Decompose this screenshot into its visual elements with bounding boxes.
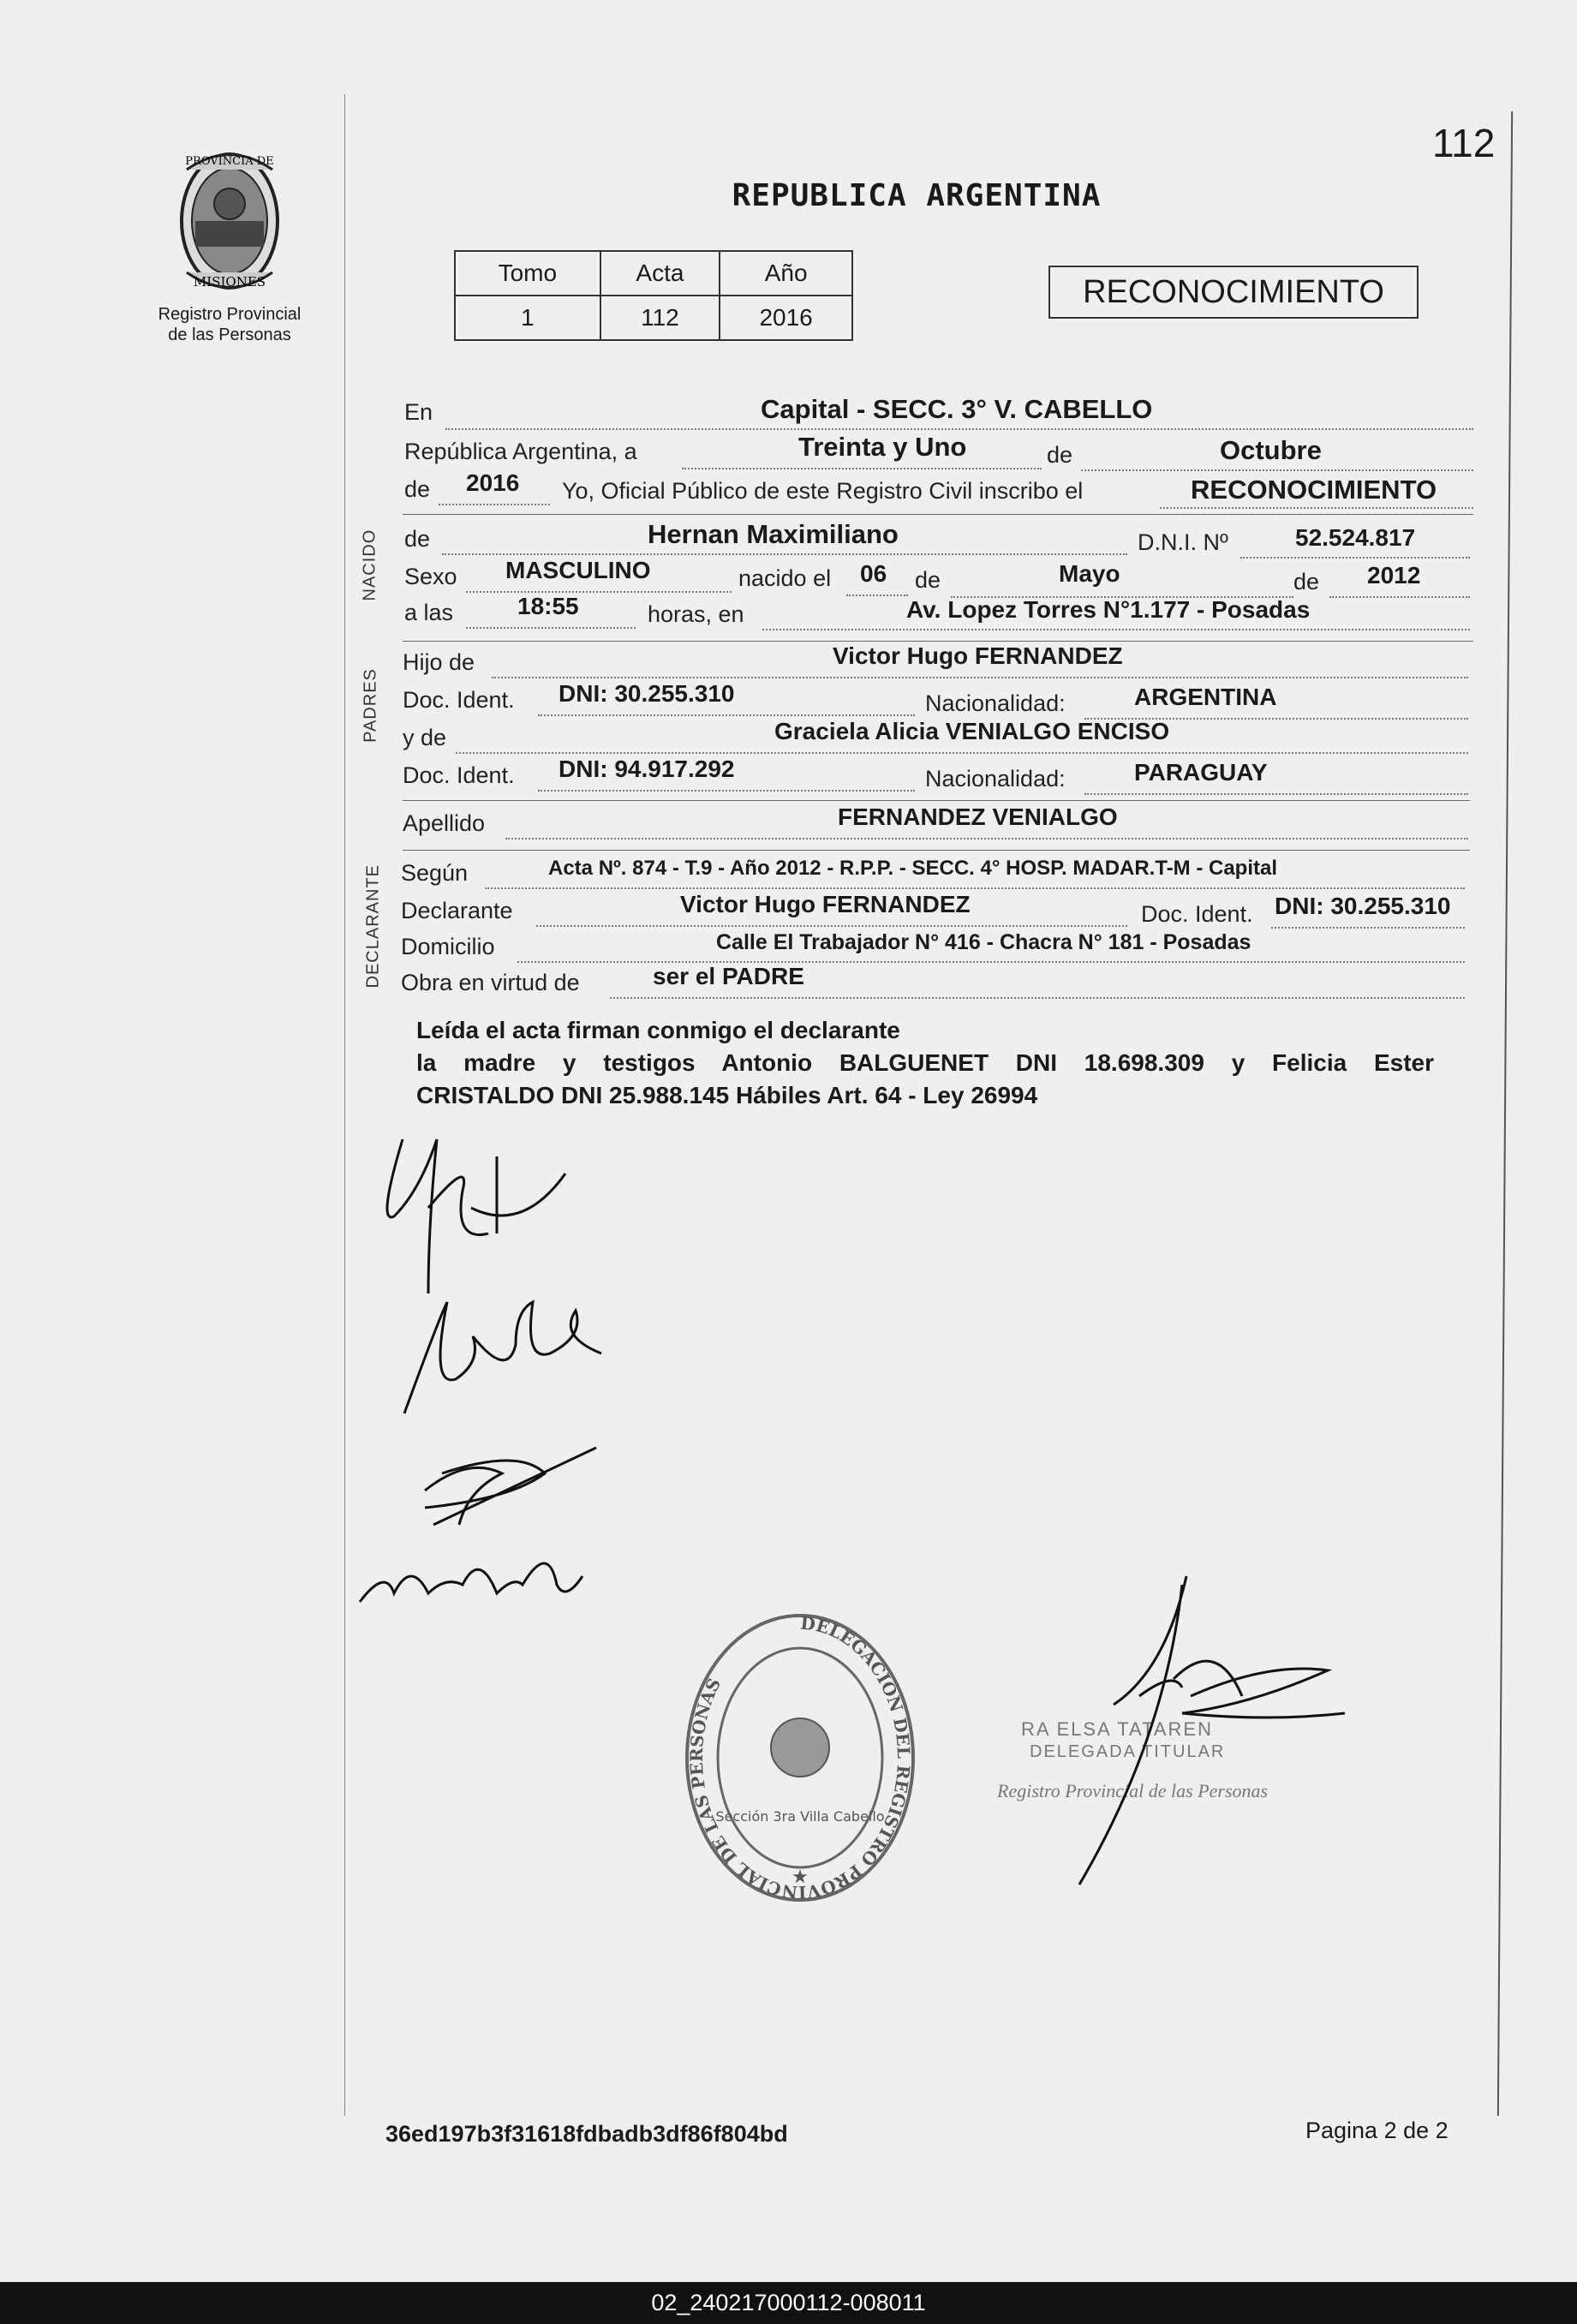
dots-inscribe bbox=[1160, 507, 1473, 509]
dots-en bbox=[445, 428, 1473, 430]
dots-padre bbox=[492, 677, 1468, 678]
label-segun: Según bbox=[401, 860, 469, 886]
section-divider-4 bbox=[403, 850, 1470, 851]
value-segun: Acta Nº. 874 - T.9 - Año 2012 - R.P.P. - SECC. 4° HOSP. MADAR.T-M - Capital bbox=[548, 857, 1278, 880]
dots-dia bbox=[682, 468, 1042, 469]
label-dni: D.N.I. Nº bbox=[1138, 529, 1228, 555]
label-domicilio: Domicilio bbox=[401, 934, 495, 959]
value-lugar: Capital - SECC. 3° V. CABELLO bbox=[761, 394, 1153, 424]
register-header-acta: Acta bbox=[600, 251, 720, 296]
svg-text:Sección 3ra Villa Cabello: Sección 3ra Villa Cabello bbox=[715, 1808, 885, 1825]
dots-obra bbox=[610, 997, 1465, 999]
value-declarante-doc: DNI: 30.255.310 bbox=[1275, 893, 1451, 919]
dots-madre-doc bbox=[538, 790, 915, 792]
signature-declarante bbox=[368, 1088, 574, 1311]
label-obra: Obra en virtud de bbox=[401, 970, 580, 995]
signature-official bbox=[1045, 1568, 1353, 1893]
dots-hora bbox=[466, 627, 636, 629]
right-border bbox=[1497, 111, 1513, 2116]
label-yo-oficial: Yo, Oficial Público de este Registro Civil inscribo el bbox=[562, 478, 1084, 504]
dots-apellido bbox=[505, 838, 1468, 839]
dots-madre bbox=[456, 752, 1468, 754]
official-title: DELEGADA TITULAR bbox=[1030, 1742, 1226, 1761]
side-label-declarante: DECLARANTE bbox=[363, 864, 383, 989]
logo-caption-line2: de las Personas bbox=[168, 326, 291, 344]
section-divider-1 bbox=[403, 514, 1473, 515]
register-header-tomo: Tomo bbox=[455, 251, 600, 296]
dots-mes bbox=[1081, 469, 1473, 471]
label-en: En bbox=[404, 399, 433, 425]
value-nac-anio: 2012 bbox=[1367, 562, 1421, 588]
closing-line-1: Leída el acta firman conmigo el declarante bbox=[416, 1017, 900, 1043]
signature-madre bbox=[387, 1285, 618, 1422]
label-doc-padre: Doc. Ident. bbox=[403, 687, 515, 713]
label-de-nac-mes: de bbox=[915, 567, 941, 593]
official-registry: Registro Provincial de las Personas bbox=[997, 1780, 1269, 1801]
official-name: RA ELSA TATAREN bbox=[1021, 1718, 1213, 1740]
label-nacido-el: nacido el bbox=[738, 565, 832, 591]
value-dia: Treinta y Uno bbox=[798, 432, 967, 462]
dots-nac-dia bbox=[846, 594, 908, 596]
value-obra: ser el PADRE bbox=[653, 963, 804, 989]
side-label-padres: PADRES bbox=[361, 668, 380, 743]
section-divider-2 bbox=[403, 641, 1473, 642]
value-inscribe: RECONOCIMIENTO bbox=[1191, 475, 1437, 505]
registry-seal bbox=[682, 1610, 918, 1905]
value-nac-mes: Mayo bbox=[1059, 560, 1120, 587]
label-republica-a: República Argentina, a bbox=[404, 439, 637, 464]
value-madre-nac: PARAGUAY bbox=[1134, 759, 1268, 786]
value-declarante: Victor Hugo FERNANDEZ bbox=[680, 891, 971, 917]
label-doc-madre: Doc. Ident. bbox=[403, 762, 515, 788]
register-value-acta: 112 bbox=[600, 296, 720, 340]
act-type-box: RECONOCIMIENTO bbox=[1048, 266, 1419, 319]
dots-nac-anio bbox=[1329, 596, 1470, 598]
value-padre-doc: DNI: 30.255.310 bbox=[559, 680, 735, 707]
value-domicilio: Calle El Trabajador N° 416 - Chacra N° 181 - Posadas bbox=[716, 930, 1251, 954]
page-number: 112 bbox=[1432, 121, 1496, 165]
signature-testigo-2 bbox=[351, 1525, 591, 1619]
closing-line-3: CRISTALDO DNI 25.988.145 Hábiles Art. 64 - Ley 26994 bbox=[416, 1082, 1038, 1108]
register-header-anio: Año bbox=[720, 251, 852, 296]
dots-segun bbox=[485, 887, 1465, 889]
value-sexo: MASCULINO bbox=[505, 557, 651, 583]
dots-declarante bbox=[536, 925, 1127, 927]
value-madre-doc: DNI: 94.917.292 bbox=[559, 756, 735, 782]
value-anio: 2016 bbox=[466, 469, 520, 496]
label-nacionalidad-padre: Nacionalidad: bbox=[925, 690, 1066, 716]
dots-padre-doc bbox=[538, 714, 915, 716]
svg-text:DELEGACION DEL REGISTRO PROVIN: DELEGACION DEL REGISTRO PROVINCIAL DE LAS PERSONAS bbox=[685, 1612, 915, 1903]
value-padre-nac: ARGENTINA bbox=[1134, 684, 1277, 710]
label-y-de: y de bbox=[403, 725, 447, 750]
logo-caption-line1: Registro Provincial bbox=[158, 305, 302, 324]
value-madre: Graciela Alicia VENIALGO ENCISO bbox=[774, 718, 1170, 744]
value-apellido: FERNANDEZ VENIALGO bbox=[838, 804, 1118, 830]
label-doc-declarante: Doc. Ident. bbox=[1141, 901, 1253, 927]
scan-id-bar bbox=[0, 2282, 1577, 2324]
label-hijo-de: Hijo de bbox=[403, 649, 475, 675]
value-hora: 18:55 bbox=[517, 593, 579, 619]
dots-dni bbox=[1240, 557, 1470, 559]
dots-sexo bbox=[466, 591, 732, 593]
dots-madre-nac bbox=[1084, 793, 1468, 795]
register-value-anio: 2016 bbox=[720, 296, 852, 340]
section-divider-3 bbox=[403, 800, 1470, 801]
scan-id: 02_240217000112-008011 bbox=[651, 2290, 926, 2315]
country-title: REPUBLICA ARGENTINA bbox=[732, 178, 1102, 213]
label-a-las: a las bbox=[404, 600, 454, 625]
label-declarante: Declarante bbox=[401, 898, 513, 923]
svg-text:★: ★ bbox=[791, 1866, 809, 1887]
dots-anio bbox=[439, 504, 550, 505]
value-mes: Octubre bbox=[1220, 435, 1322, 465]
svg-text:MISIONES: MISIONES bbox=[193, 274, 266, 290]
left-margin-line bbox=[344, 94, 345, 2116]
label-nacionalidad-madre: Nacionalidad: bbox=[925, 766, 1066, 792]
svg-text:PROVINCIA DE: PROVINCIA DE bbox=[185, 155, 274, 168]
label-apellido: Apellido bbox=[403, 810, 486, 836]
value-nac-dia: 06 bbox=[860, 560, 887, 587]
value-nombre: Hernan Maximiliano bbox=[648, 519, 899, 549]
register-value-tomo: 1 bbox=[455, 296, 600, 340]
dots-declarante-doc bbox=[1271, 927, 1465, 929]
label-de-nac-anio: de bbox=[1293, 569, 1320, 594]
dots-lugar-nac bbox=[762, 629, 1470, 630]
register-table bbox=[454, 250, 853, 341]
label-de-anio: de bbox=[404, 476, 431, 502]
label-de-nombre: de bbox=[404, 526, 431, 552]
side-label-nacido: NACIDO bbox=[360, 529, 379, 601]
document-hash: 36ed197b3f31618fdbadb3df86f804bd bbox=[385, 2121, 788, 2147]
dots-nombre bbox=[442, 553, 1127, 555]
value-padre: Victor Hugo FERNANDEZ bbox=[833, 642, 1123, 669]
value-lugar-nac: Av. Lopez Torres N°1.177 - Posadas bbox=[906, 596, 1311, 623]
label-horas-en: horas, en bbox=[648, 601, 744, 627]
label-sexo: Sexo bbox=[404, 564, 457, 589]
value-dni: 52.524.817 bbox=[1295, 524, 1416, 551]
closing-line-2: la madre y testigos Antonio BALGUENET DNI 18.698.309 y Felicia Ester bbox=[416, 1049, 1434, 1076]
pagination: Pagina 2 de 2 bbox=[1305, 2118, 1449, 2143]
label-de-mes: de bbox=[1047, 442, 1073, 468]
province-logo bbox=[161, 144, 298, 298]
